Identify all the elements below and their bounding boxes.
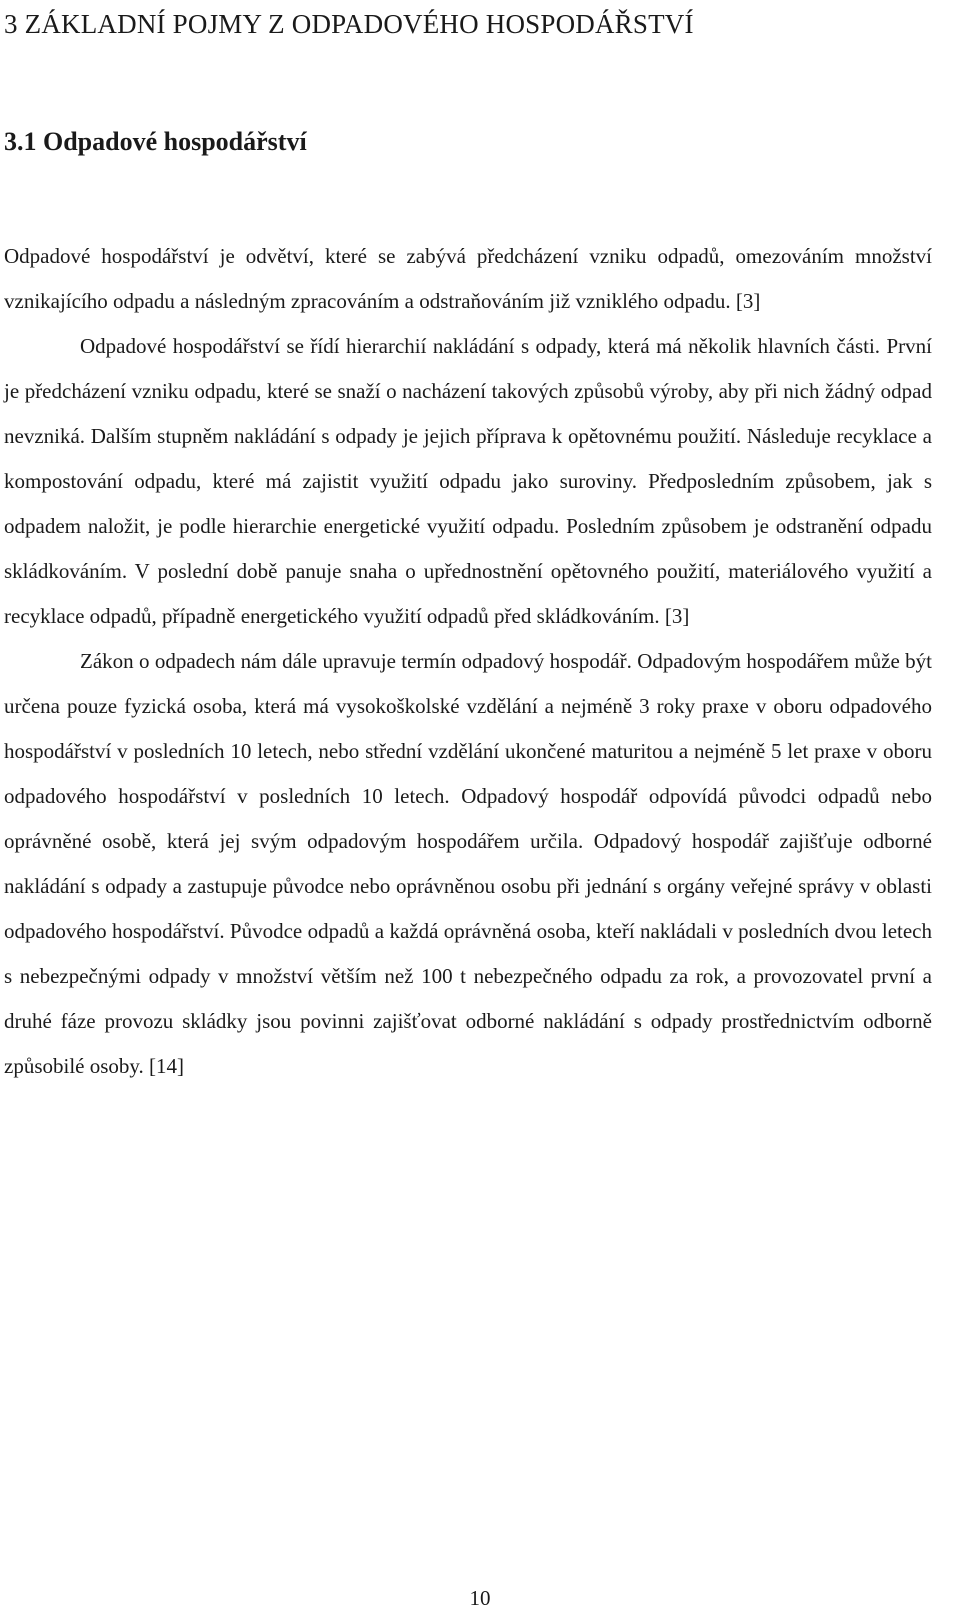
section-title: 3.1 Odpadové hospodářství [4, 127, 307, 156]
chapter-title: 3 ZÁKLADNÍ POJMY Z ODPADOVÉHO HOSPODÁŘSTVÍ [4, 9, 694, 39]
paragraph-definition: Odpadové hospodářství je odvětví, které se zabývá předcházení vzniku odpadů, omezováním množství vznikajícího odpadu a následným zpracováním a odstraňováním již vzniklého odpadu. [3] [4, 244, 932, 313]
page-number: 10 [469, 1586, 491, 1610]
paragraph-hierarchy: Odpadové hospodářství se řídí hierarchií nakládání s odpady, která má několik hlavních části. První je předcházení vzniku odpadu, které se snaží o nacházení takových způsobů výroby, aby při nich žádný odpad nevzniká. Dalším stupněm nakládání s odpady je jejich příprava k opětovnému použití. Následuje recyklace a kompostování odpadu, které má zajistit využití odpadu jako suroviny. Předposledním způsobem, jak s odpadem naložit, je podle hierarchie energetické využití odpadu. Posledním způsobem je odstranění odpadu skládkováním. V poslední době panuje snaha o upřednostnění opětovného použití, materiálového využití a recyklace odpadů, případně energetického využití odpadů před skládkováním. [3] [4, 334, 932, 628]
document-page [4, 0, 932, 1089]
paragraph-waste-manager: Zákon o odpadech nám dále upravuje termín odpadový hospodář. Odpadovým hospodářem může být určena pouze fyzická osoba, která má vysokoškolské vzdělání a nejméně 3 roky praxe v oboru odpadového hospodářství v posledních 10 letech, nebo střední vzdělání ukončené maturitou a nejméně 5 let praxe v oboru odpadového hospodářství v posledních 10 letech. Odpadový hospodář odpovídá původci odpadů nebo oprávněné osobě, která jej svým odpadovým hospodářem určila. Odpadový hospodář zajišťuje odborné nakládání s odpady a zastupuje původce nebo oprávněnou osobu při jednání s orgány veřejné správy v oblasti odpadového hospodářství. Původce odpadů a každá oprávněná osoba, kteří nakládali v posledních dvou letech s nebezpečnými odpady v množství větším než 100 t nebezpečného odpadu za rok, a provozovatel první a druhé fáze provozu skládky jsou povinni zajišťovat odborné nakládání s odpady prostřednictvím odborně způsobilé osoby. [14] [4, 649, 932, 1078]
